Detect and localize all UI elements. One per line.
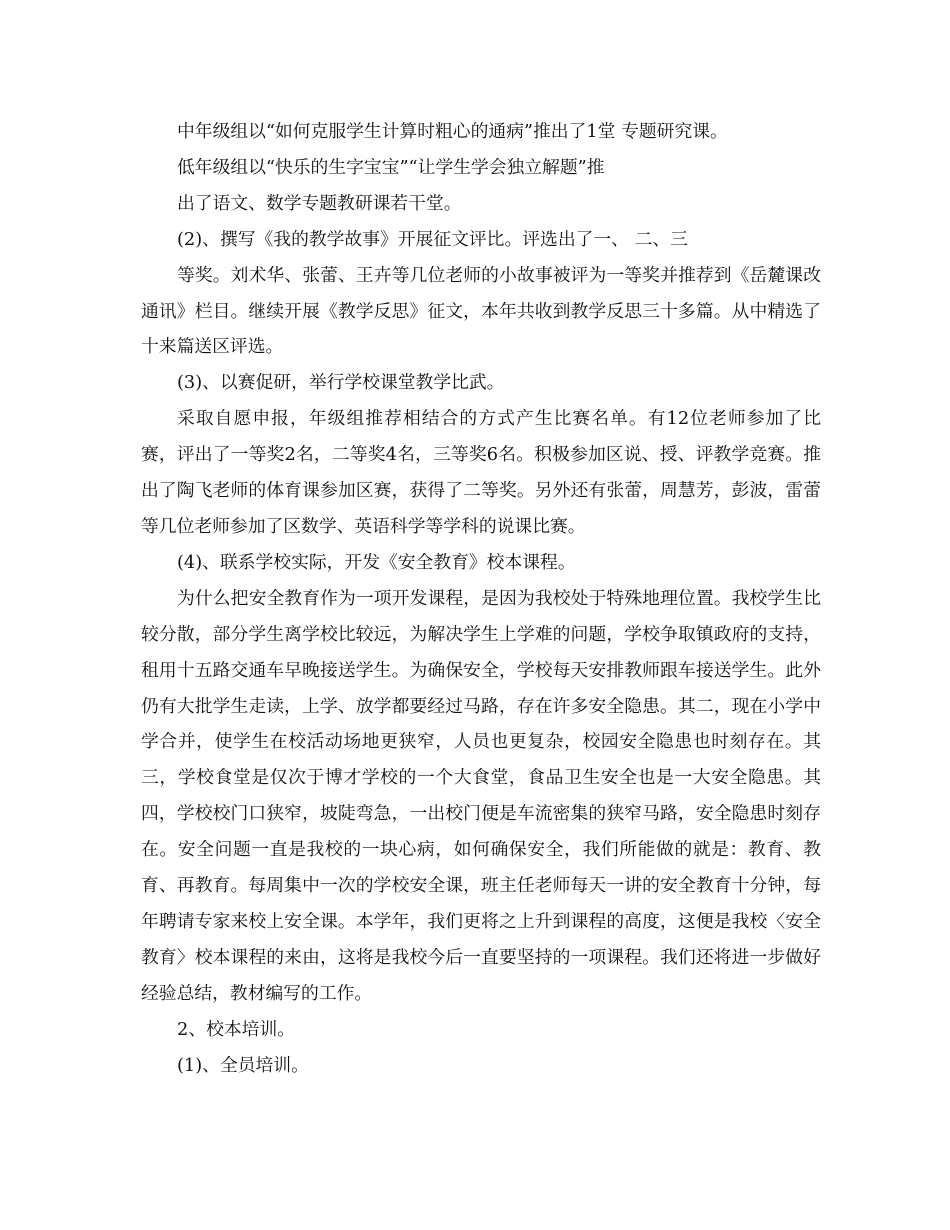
text-line: 低年级组以“快乐的生字宝宝”“让学生学会独立解题”推 <box>177 156 605 178</box>
paragraph: (1)、全员培训。 <box>177 1054 309 1076</box>
document-body <box>141 114 821 1083</box>
paragraph: 为什么把安全教育作为一项开发课程，是因为我校处于特殊地理位置。我校学生比较分散，部分学生离学校比较远，为解决学生上学难的问题，学校争取镇政府的支持，租用十五路交通车早晚接送学生。为确保安全，学校每天安排教师跟车接送学生。此外仍有大批学生走读，上学、放学都要经过马路，存在许多安全隐患。其二，现在小学中学合并，使学生在校活动场地更狭窄，人员也更复杂，校园安全隐患也时刻存在。其三，学校食堂是仅次于博才学校的一个大食堂，食品卫生安全也是一大安全隐患。其四，学校校门口狭窄，坡陡弯急，一出校门便是车流密集的狭窄马路，安全隐患时刻存在。安全问题一直是我校的一块心病，如何确保安全，我们所能做的就是：教育、教育、再教育。每周集中一次的学校安全课，班主任老师每天一讲的安全教育十分钟，每年聘请专家来校上安全课。本学年，我们更将之上升到课程的高度，这便是我校〈安全教育〉校本课程的来由，这将是我校今后一直要坚持的一项课程。我们还将进一步做好经验总结，教材编写的工作。 <box>141 587 821 1004</box>
paragraph: (3)、以赛促研，举行学校课堂教学比武。 <box>177 372 505 394</box>
text-line: 中年级组以“如何克服学生计算时粗心的通病”推出了1堂 专题研究课。 <box>177 121 728 142</box>
paragraph: (4)、联系学校实际，开发《安全教育》校本课程。 <box>177 551 576 573</box>
paragraph: 采取自愿申报，年级组推荐相结合的方式产生比赛名单。有12位老师参加了比赛，评出了一等奖2名，二等奖4名，三等奖6名。积极参加区说、授、评教学竞赛。推出了陶飞老师的体育课参加区赛，获得了二等奖。另外还有张蕾，周慧芳，彭波，雷蕾等几位老师参加了区数学、英语科学等学科的说课比赛。 <box>141 408 821 537</box>
paragraph: 2、校本培训。 <box>177 1018 296 1040</box>
paragraph: 等奖。刘术华、张蕾、王卉等几位老师的小故事被评为一等奖并推荐到《岳麓课改通讯》栏目。继续开展《教学反思》征文，本年共收到教学反思三十多篇。从中精选了十来篇送区评选。 <box>141 264 821 358</box>
text-line: 出了语文、数学专题教研课若干堂。 <box>177 192 462 214</box>
text-line: (2)、撰写《我的教学故事》开展征文评比。评选出了一、 二、三 <box>177 228 688 250</box>
